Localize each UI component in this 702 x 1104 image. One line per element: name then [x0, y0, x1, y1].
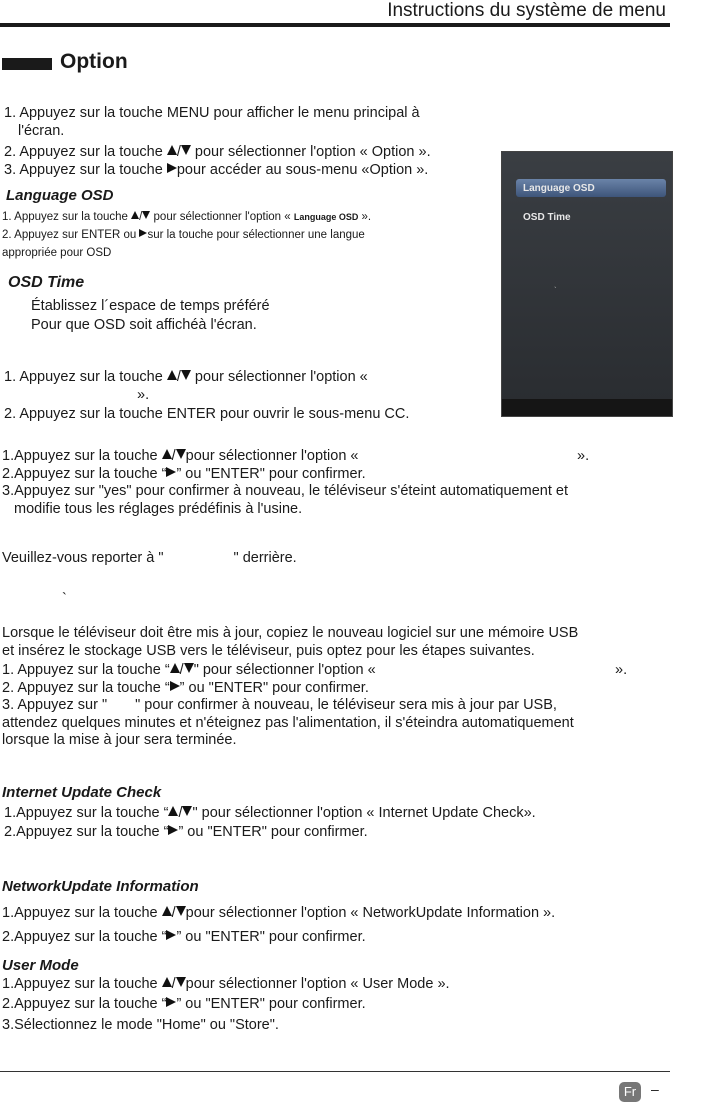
down-arrow-icon	[176, 977, 186, 987]
user-mode-step-1: 1.Appuyez sur la touche / pour sélectionner l'option « User Mode ».	[2, 976, 450, 992]
down-arrow-icon	[181, 370, 191, 380]
page-number-dash: –	[651, 1081, 659, 1097]
language-osd-step-2-cont: appropriée pour OSD	[2, 247, 112, 259]
language-badge: Fr	[619, 1082, 641, 1102]
osd-time-desc-2: Pour que OSD soit affichéà l'écran.	[31, 317, 257, 333]
usb-para-2: et insérez le stockage USB vers le téléviseur, puis optez pour les étapes suivantes.	[2, 643, 535, 659]
user-mode-step-3: 3.Sélectionnez le mode "Home" ou "Store".	[2, 1017, 279, 1033]
down-arrow-icon	[182, 806, 192, 816]
usb-step-3-cont-1: attendez quelques minutes et n'éteignez pas l'alimentation, il s'éteindra automatiquement	[2, 715, 574, 731]
reset-step-3-cont: modifie tous les réglages prédéfinis à l'usine.	[14, 501, 303, 517]
section-marker-bar	[2, 58, 52, 70]
reset-step-2: 2.Appuyez sur la touche “ ” ou "ENTER" pour confirmer.	[2, 466, 366, 482]
reset-step-1: 1.Appuyez sur la touche / pour sélectionner l'option «	[2, 448, 359, 464]
up-arrow-icon	[162, 906, 172, 916]
osd-menu-screenshot	[501, 151, 673, 417]
cc-step-1-cont: ».	[137, 387, 150, 403]
up-arrow-icon	[168, 806, 178, 816]
section-title-language-osd: Language OSD	[6, 187, 114, 204]
section-title-network-update: NetworkUpdate Information	[2, 878, 199, 895]
language-osd-step-1: 1. Appuyez sur la touche / pour sélectionner l'option « Language OSD ».	[2, 211, 372, 223]
up-arrow-icon	[131, 211, 139, 219]
up-arrow-icon	[167, 370, 177, 380]
intro-step-1: 1. Appuyez sur la touche MENU pour afficher le menu principal à	[4, 105, 420, 121]
footer-rule	[0, 1071, 670, 1072]
usb-step-1: 1. Appuyez sur la touche “ / " pour sélectionner l'option «	[2, 662, 376, 678]
usb-step-2: 2. Appuyez sur la touche “ ” ou "ENTER" pour confirmer.	[2, 680, 369, 696]
right-arrow-icon	[166, 997, 176, 1007]
header-rule	[0, 23, 670, 27]
network-update-step-2: 2.Appuyez sur la touche “ ” ou "ENTER" pour confirmer.	[2, 929, 366, 945]
osd-menu-item-language-osd[interactable]: Language OSD	[523, 183, 595, 194]
right-arrow-icon	[170, 681, 180, 691]
internet-update-step-1: 1.Appuyez sur la touche “ / " pour sélectionner l'option « Internet Update Check».	[4, 805, 536, 821]
refer-note: Veuillez-vous reporter à " " derrière.	[2, 550, 297, 566]
osd-time-desc-1: Établissez l´espace de temps préféré	[31, 298, 270, 314]
up-arrow-icon	[162, 449, 172, 459]
section-title-internet-update: Internet Update Check	[2, 784, 162, 801]
network-update-step-1: 1.Appuyez sur la touche / pour sélectionner l'option « NetworkUpdate Information ».	[2, 905, 556, 921]
cc-step-1: 1. Appuyez sur la touche / pour sélectionner l'option «	[4, 369, 368, 385]
usb-step-1-close: ».	[615, 662, 628, 678]
reset-step-1-close: ».	[577, 448, 590, 464]
cc-step-2: 2. Appuyez sur la touche ENTER pour ouvrir le sous-menu CC.	[4, 406, 410, 422]
osd-menu-body	[502, 152, 672, 400]
section-title-option: Option	[60, 50, 128, 73]
usb-tick: `	[62, 591, 67, 607]
usb-para-1: Lorsque le téléviseur doit être mis à jour, copiez le nouveau logiciel sur une mémoire USB	[2, 625, 579, 641]
page-header-title: Instructions du système de menu	[387, 0, 666, 21]
section-title-user-mode: User Mode	[2, 957, 79, 974]
internet-update-step-2: 2.Appuyez sur la touche “ ” ou "ENTER" pour confirmer.	[4, 824, 368, 840]
right-arrow-icon	[166, 467, 176, 477]
osd-menu-tick: `	[554, 286, 557, 295]
usb-step-3-cont-2: lorsque la mise à jour sera terminée.	[2, 732, 237, 748]
down-arrow-icon	[184, 663, 194, 673]
osd-menu-item-osd-time[interactable]: OSD Time	[523, 212, 571, 223]
up-arrow-icon	[162, 977, 172, 987]
intro-step-3: 3. Appuyez sur la touche pour accéder au sous-menu «Option ».	[4, 162, 429, 178]
intro-step-2: 2. Appuyez sur la touche / pour sélectionner l'option « Option ».	[4, 144, 431, 160]
up-arrow-icon	[167, 145, 177, 155]
right-arrow-icon	[167, 163, 177, 173]
reset-step-3: 3.Appuyez sur "yes" pour confirmer à nouveau, le téléviseur s'éteint automatiquement et	[2, 483, 568, 499]
right-arrow-icon	[168, 825, 178, 835]
down-arrow-icon	[176, 449, 186, 459]
language-osd-step-2: 2. Appuyez sur ENTER ou sur la touche pour sélectionner une langue	[2, 229, 365, 241]
section-title-osd-time: OSD Time	[8, 274, 85, 291]
right-arrow-icon	[166, 930, 176, 940]
down-arrow-icon	[181, 145, 191, 155]
up-arrow-icon	[170, 663, 180, 673]
usb-step-3: 3. Appuyez sur " " pour confirmer à nouveau, le téléviseur sera mis à jour par USB,	[2, 697, 557, 713]
osd-menu-footer-bar	[502, 399, 672, 416]
intro-step-1-cont: l'écran.	[18, 123, 65, 139]
user-mode-step-2: 2.Appuyez sur la touche “ ” ou "ENTER" pour confirmer.	[2, 996, 366, 1012]
down-arrow-icon	[176, 906, 186, 916]
